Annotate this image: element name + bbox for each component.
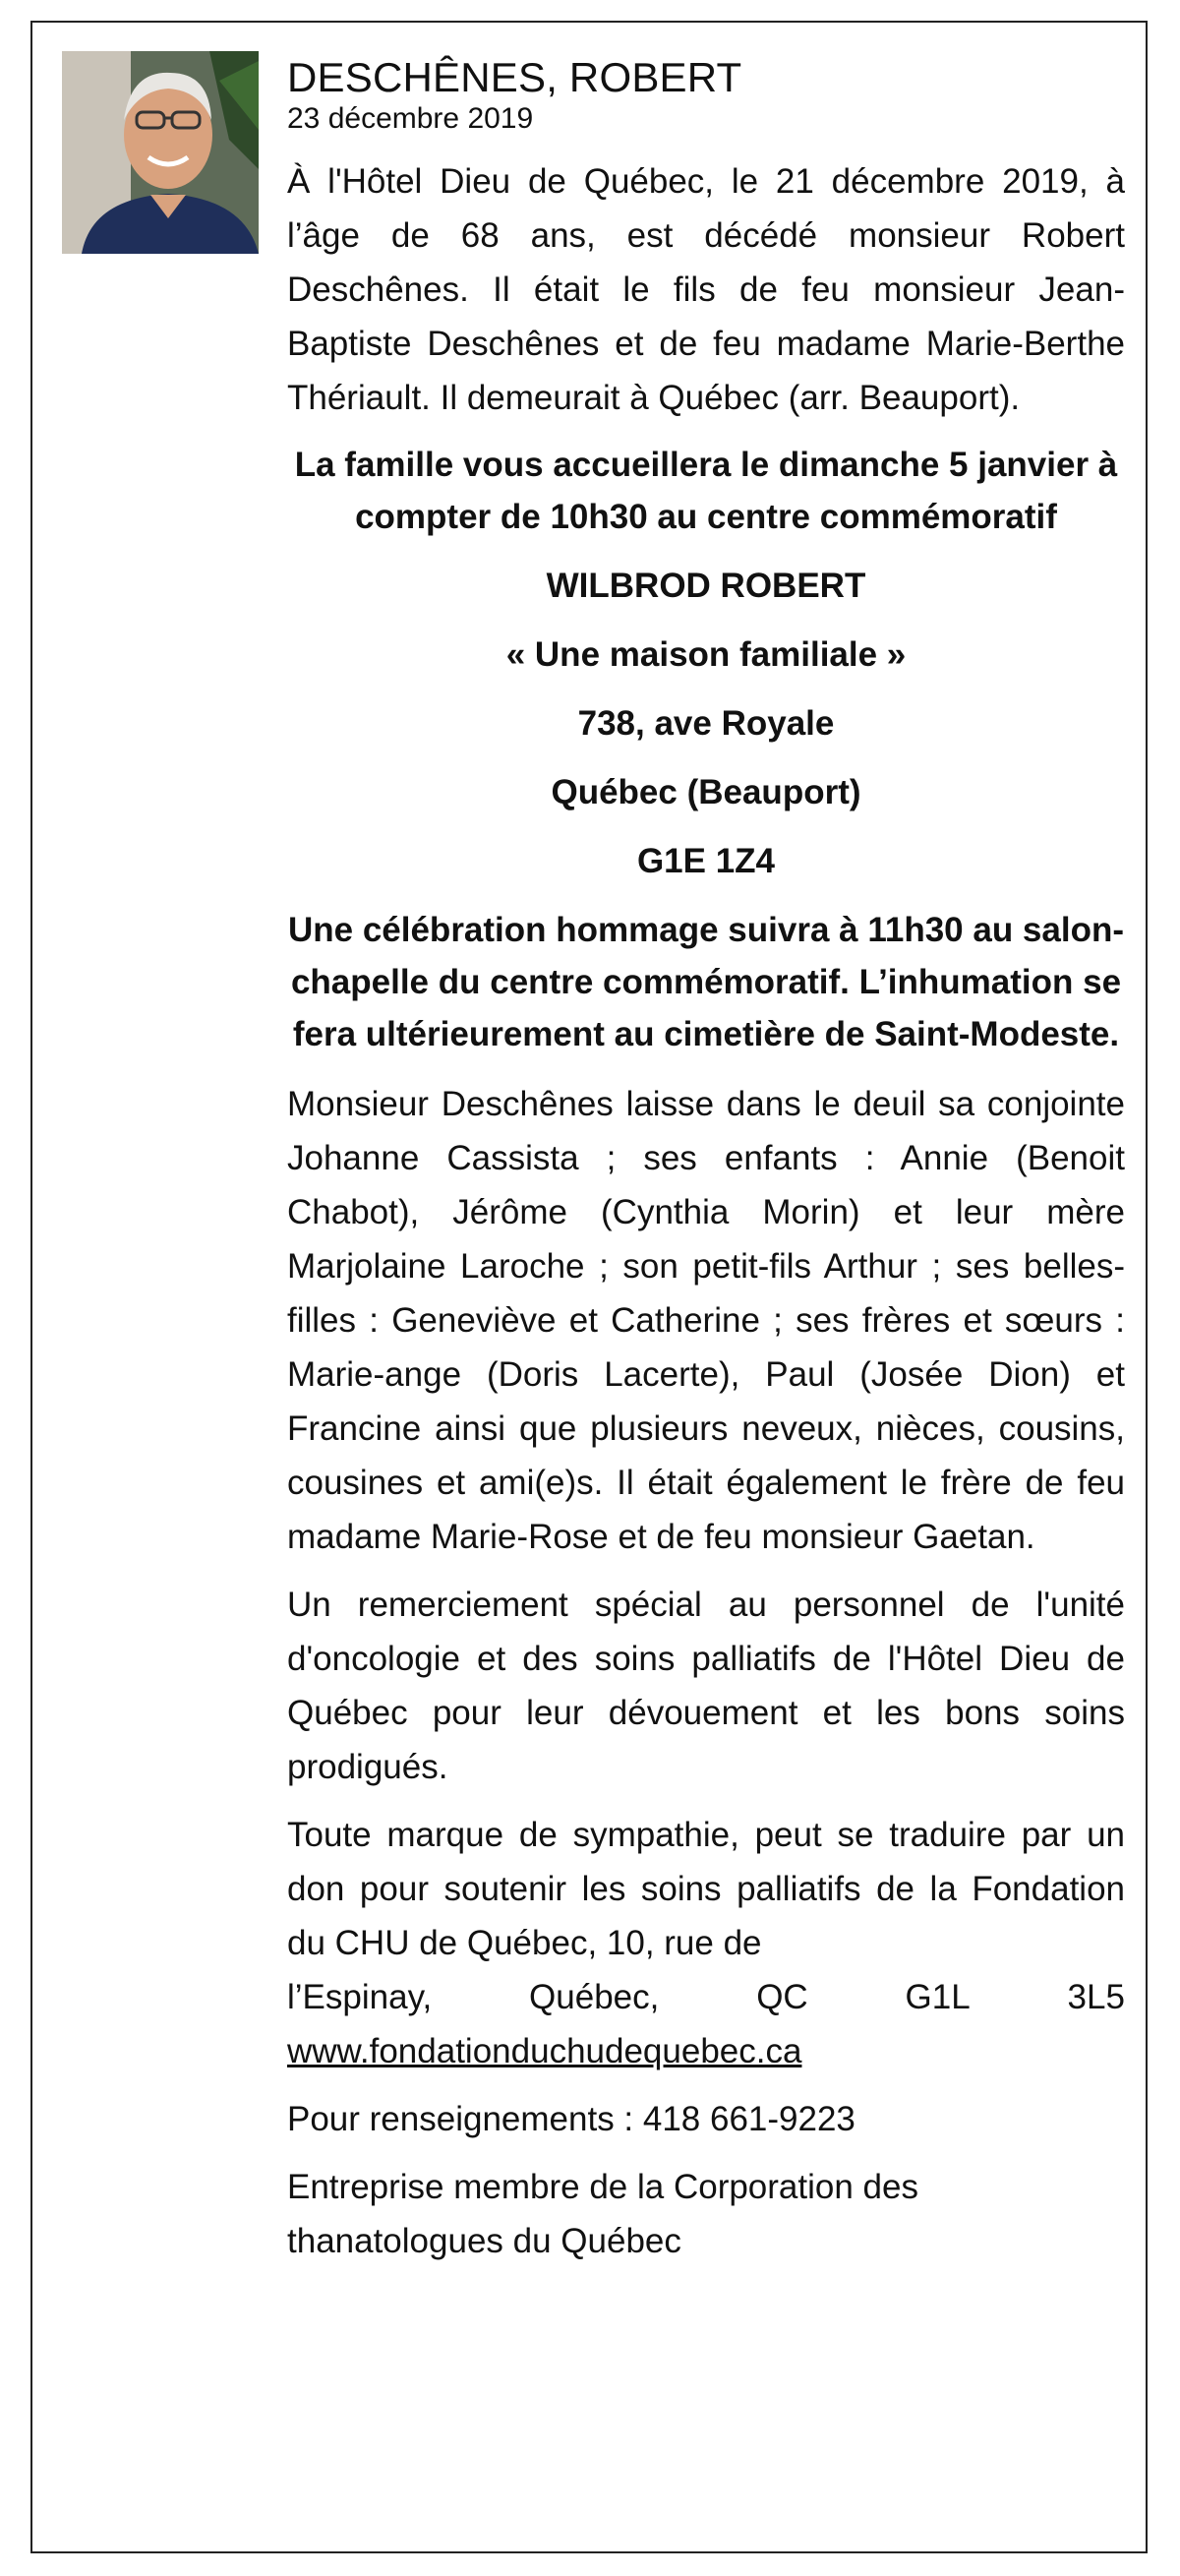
ceremony-info: Une célébration hommage suivra à 11h30 au salon-chapelle du centre commémoratif. L’inhumation se fera ultérieurement au cimetière de Saint-Modeste. [287, 911, 1125, 1053]
portrait-photo [62, 51, 259, 254]
address-word: 3L5 [1067, 1978, 1125, 2016]
donation-website-link[interactable]: www.fondationduchudequebec.ca [287, 2032, 802, 2070]
address-word: l’Espinay, [287, 1978, 433, 2016]
thanks-paragraph: Un remerciement spécial au personnel de l'unité d'oncologie et des soins palliatifs de l'Hôtel Dieu de Québec pour leur dévouement et les bons soins prodigués. [287, 1586, 1125, 1786]
deceased-name: DESCHÊNES, ROBERT [287, 54, 742, 100]
notice-content [287, 54, 1125, 2282]
venue-street: 738, ave Royale [577, 704, 835, 743]
venue-name: WILBROD ROBERT [546, 567, 866, 605]
contact-info: Pour renseignements : 418 661-9223 [287, 2100, 856, 2138]
address-word: Québec, [529, 1978, 660, 2016]
donation-text: Toute marque de sympathie, peut se traduire par un don pour soutenir les soins palliatifs de la Fondation du CHU de Québec, 10, rue de [287, 1816, 1125, 1962]
publication-date: 23 décembre 2019 [287, 102, 534, 135]
survivors-paragraph: Monsieur Deschênes laisse dans le deuil sa conjointe Johanne Cassista ; ses enfants : Annie (Benoit Chabot), Jérôme (Cynthia Morin) et leur mère Marjolaine Laroche ; son petit-fils Arthur ; ses belles-filles : Geneviève et Catherine ; ses frères et sœurs : Marie-ange (Doris Lacerte), Paul (Josée Dion) et Francine ainsi que plusieurs neveux, nièces, cousins, cousines et ami(e)s. Il était également le frère de feu madame Marie-Rose et de feu monsieur Gaetan. [287, 1085, 1125, 1556]
venue-slogan: « Une maison familiale » [505, 635, 907, 674]
address-word: G1L [905, 1978, 971, 2016]
donation-paragraph [287, 1808, 1125, 2078]
address-word: QC [756, 1978, 808, 2016]
donation-address-line [287, 1970, 1125, 2024]
venue-postal-code: G1E 1Z4 [636, 842, 776, 880]
intro-paragraph: À l'Hôtel Dieu de Québec, le 21 décembre 2019, à l’âge de 68 ans, est décédé monsieur Robert Deschênes. Il était le fils de feu monsieur Jean-Baptiste Deschênes et de feu madame Marie-Berthe Thériault. Il demeurait à Québec (arr. Beauport). [287, 162, 1125, 417]
visitation-info: La famille vous accueillera le dimanche 5 janvier à compter de 10h30 au centre commémoratif [294, 446, 1118, 536]
venue-city: Québec (Beauport) [551, 773, 861, 811]
membership-info: Entreprise membre de la Corporation des thanatologues du Québec [287, 2168, 918, 2260]
